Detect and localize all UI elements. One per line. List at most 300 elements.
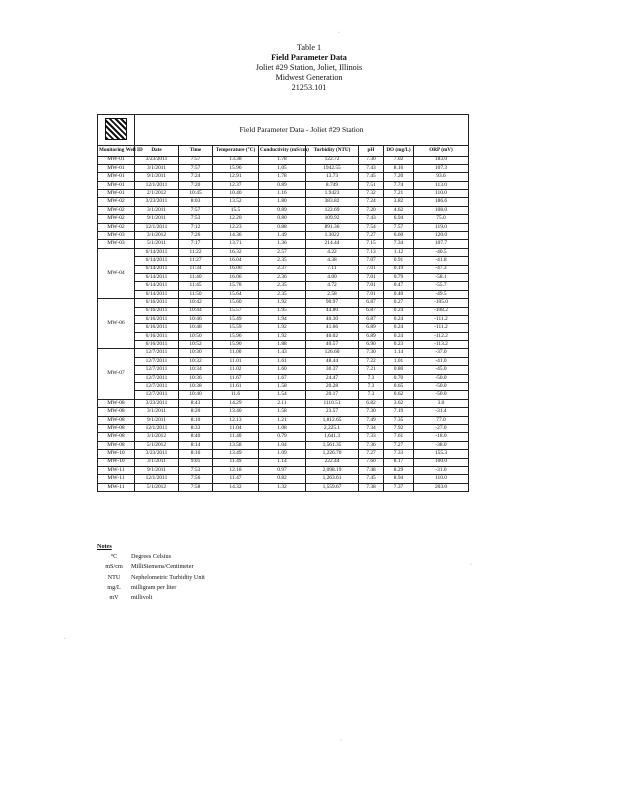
turb-cell: 891.36 (306, 223, 359, 231)
date-cell: 12/7/2011 (135, 391, 179, 399)
date-cell: 12/7/2011 (135, 374, 179, 382)
well-id-cell: MW-01 (98, 156, 135, 164)
table-row (98, 282, 469, 290)
turb-cell: 30.37 (306, 366, 359, 374)
column-header: Date (135, 146, 179, 157)
date-cell: 3/23/2011 (135, 450, 179, 458)
ph-cell: 7.60 (359, 458, 384, 466)
orp-cell: 107.3 (414, 164, 469, 172)
orp-cell: 119.0 (414, 223, 469, 231)
ph-cell: 7.01 (359, 290, 384, 298)
well-id-cell: MW-11 (98, 466, 135, 474)
date-cell: 3/23/2011 (135, 399, 179, 407)
table-row (98, 265, 469, 273)
table-row (98, 206, 469, 214)
column-header-row (98, 146, 469, 157)
turb-cell: 1,641.3 (306, 433, 359, 441)
orp-cell: -31.0 (414, 466, 469, 474)
date-cell: 9/1/2011 (135, 173, 179, 181)
date-cell: 6/14/2011 (135, 248, 179, 256)
well-id-cell: MW-08 (98, 408, 135, 416)
do-cell: 0.62 (384, 391, 414, 399)
cond-cell: 1.94 (259, 315, 306, 323)
turb-cell: 1,559.67 (306, 483, 359, 491)
table-body (98, 156, 469, 492)
turb-cell: 1.9423 (306, 190, 359, 198)
orp-cell: 3.0 (414, 399, 469, 407)
cond-cell: 1.04 (259, 441, 306, 449)
time-cell: 10:30 (179, 349, 213, 357)
turb-cell: 122.69 (306, 206, 359, 214)
ph-cell: 7.45 (359, 475, 384, 483)
turb-cell: 48.44 (306, 357, 359, 365)
date-cell: 9/1/2011 (135, 416, 179, 424)
temp-cell: 13.40 (213, 408, 259, 416)
time-cell: 7:57 (179, 156, 213, 164)
table-row (98, 466, 469, 474)
do-cell: 1.12 (384, 248, 414, 256)
well-id-cell: MW-11 (98, 483, 135, 491)
table-banner: Field Parameter Data - Joliet #29 Station (135, 115, 469, 146)
column-header: Time (179, 146, 213, 157)
notes-list (97, 552, 205, 603)
turb-cell: 40.30 (306, 315, 359, 323)
ph-cell: 7.32 (359, 190, 384, 198)
time-cell: 8:03 (179, 198, 213, 206)
notes-heading: Notes (97, 543, 112, 550)
temp-cell: 11.67 (213, 374, 259, 382)
table-row (98, 399, 469, 407)
orp-cell: 155.3 (414, 450, 469, 458)
orp-cell: 183.0 (414, 156, 469, 164)
cond-cell: 2.35 (259, 282, 306, 290)
note-item (97, 583, 205, 593)
well-id-cell: MW-08 (98, 399, 135, 407)
date-cell: 6/16/2011 (135, 315, 179, 323)
cond-cell: 1.36 (259, 240, 306, 248)
column-header: Monitoring Well ID (98, 146, 135, 157)
table-row (98, 374, 469, 382)
well-id-cell: MW-01 (98, 190, 135, 198)
time-cell: 7:20 (179, 181, 213, 189)
time-cell: 10:46 (179, 315, 213, 323)
date-cell: 6/16/2011 (135, 341, 179, 349)
time-cell: 7:53 (179, 215, 213, 223)
scan-speck-icon: · (470, 562, 472, 568)
table-row (98, 441, 469, 449)
table-row (98, 232, 469, 240)
column-header: Turbidity (NTU) (306, 146, 359, 157)
orp-cell: 113.0 (414, 181, 469, 189)
well-id-cell: MW-11 (98, 475, 135, 483)
turb-cell: 20.28 (306, 383, 359, 391)
do-cell: 0.24 (384, 332, 414, 340)
date-cell: 6/14/2011 (135, 273, 179, 281)
temp-cell: 15.64 (213, 290, 259, 298)
table-row (98, 341, 469, 349)
table-row (98, 257, 469, 265)
temp-cell: 12.37 (213, 181, 259, 189)
table-row (98, 425, 469, 433)
temp-cell: 16.06 (213, 273, 259, 281)
table-row (98, 450, 469, 458)
ph-cell: 7.27 (359, 450, 384, 458)
well-id-cell: MW-10 (98, 458, 135, 466)
date-cell: 12/1/2011 (135, 181, 179, 189)
ph-cell: 6.87 (359, 307, 384, 315)
time-cell: 7:58 (179, 483, 213, 491)
turb-cell: 1,561.35 (306, 441, 359, 449)
well-id-cell: MW-03 (98, 240, 135, 248)
scan-speck-icon: · (338, 30, 340, 36)
date-cell: 6/14/2011 (135, 290, 179, 298)
time-cell: 8:16 (179, 450, 213, 458)
field-parameter-table (97, 114, 469, 492)
date-cell: 3/23/2011 (135, 198, 179, 206)
ph-cell: 7.51 (359, 181, 384, 189)
turb-cell: 4.00 (306, 273, 359, 281)
turb-cell: 126.60 (306, 349, 359, 357)
logo-cell (98, 115, 135, 146)
table-row (98, 332, 469, 340)
temp-cell: 13.71 (213, 240, 259, 248)
temp-cell: 15.5 (213, 206, 259, 214)
turb-cell: 44.80 (306, 307, 359, 315)
date-cell: 6/14/2011 (135, 257, 179, 265)
orp-cell: -50.0 (414, 383, 469, 391)
cond-cell: 1.78 (259, 156, 306, 164)
orp-cell: -108.2 (414, 307, 469, 315)
cond-cell: 1.92 (259, 324, 306, 332)
do-cell: 7.92 (384, 425, 414, 433)
temp-cell: 13.49 (213, 450, 259, 458)
do-cell: 7.33 (384, 450, 414, 458)
do-cell: 3.62 (384, 399, 414, 407)
temp-cell: 12.20 (213, 215, 259, 223)
ph-cell: 6.87 (359, 315, 384, 323)
date-cell: 2/1/2012 (135, 190, 179, 198)
column-header: Conductivity (mS/cm) (259, 146, 306, 157)
well-id-cell: MW-08 (98, 425, 135, 433)
date-cell: 6/16/2011 (135, 299, 179, 307)
time-cell: 8:10 (179, 416, 213, 424)
note-desc: milligram per liter (131, 583, 177, 591)
table-row (98, 383, 469, 391)
ph-cell: 6.82 (359, 399, 384, 407)
date-cell: 6/14/2011 (135, 282, 179, 290)
orp-cell: 75.0 (414, 215, 469, 223)
orp-cell: -55.7 (414, 282, 469, 290)
orp-cell: 110.0 (414, 190, 469, 198)
turb-cell: 1,812.65 (306, 416, 359, 424)
note-desc: Degrees Celsius (131, 553, 172, 561)
do-cell: 7.21 (384, 190, 414, 198)
date-cell: 12/7/2011 (135, 366, 179, 374)
orp-cell: 108.0 (414, 206, 469, 214)
temp-cell: 12.18 (213, 466, 259, 474)
date-cell: 12/1/2011 (135, 425, 179, 433)
time-cell: 11:27 (179, 257, 213, 265)
date-cell: 12/1/2011 (135, 223, 179, 231)
ph-cell: 7.24 (359, 198, 384, 206)
ph-cell: 7.15 (359, 240, 384, 248)
turb-cell: 90.97 (306, 299, 359, 307)
note-desc: millivolt (131, 594, 153, 602)
do-cell: 4.62 (384, 206, 414, 214)
table-number: Table 1 (296, 43, 322, 52)
cond-cell: 1.58 (259, 408, 306, 416)
ph-cell: 6.90 (359, 341, 384, 349)
temp-cell: 11.02 (213, 366, 259, 374)
cond-cell: 1.05 (259, 164, 306, 172)
turb-cell: 2,225.1 (306, 425, 359, 433)
do-cell: 8.17 (384, 458, 414, 466)
orp-cell: 203.0 (414, 483, 469, 491)
orp-cell: -31.4 (414, 408, 469, 416)
orp-cell: -113.2 (414, 341, 469, 349)
temp-cell: 11.49 (213, 458, 259, 466)
table-row (98, 391, 469, 399)
orp-cell: -50.0 (414, 391, 469, 399)
cond-cell: 0.89 (259, 181, 306, 189)
do-cell: 7.19 (384, 408, 414, 416)
date-cell: 3/1/2011 (135, 408, 179, 416)
do-cell: 0.24 (384, 307, 414, 315)
time-cell: 10:44 (179, 307, 213, 315)
turb-cell: 7.11 (306, 265, 359, 273)
time-cell: 10:48 (179, 324, 213, 332)
table-row (98, 433, 469, 441)
table-row (98, 349, 469, 357)
do-cell: 8.94 (384, 475, 414, 483)
well-id-cell: MW-08 (98, 416, 135, 424)
note-item (97, 573, 205, 583)
do-cell: 6.60 (384, 232, 414, 240)
cond-cell: 1.32 (259, 483, 306, 491)
time-cell: 11:40 (179, 273, 213, 281)
temp-cell: 14.36 (213, 232, 259, 240)
site-name: Joliet #29 Station, Joliet, Illinois (255, 63, 363, 72)
well-id-cell: MW-08 (98, 441, 135, 449)
time-cell: 10:34 (179, 366, 213, 374)
table-row (98, 215, 469, 223)
well-id-cell: MW-02 (98, 215, 135, 223)
note-desc: Nephelometric Turbidity Unit (131, 573, 205, 581)
cond-cell: 0.88 (259, 223, 306, 231)
do-cell: 6.94 (384, 215, 414, 223)
time-cell: 7:57 (179, 164, 213, 172)
turb-cell: 1942.55 (306, 164, 359, 172)
temp-cell: 16.32 (213, 248, 259, 256)
time-cell: 10:32 (179, 357, 213, 365)
do-cell: 0.40 (384, 290, 414, 298)
temp-cell: 11.01 (213, 357, 259, 365)
ph-cell: 7.38 (359, 483, 384, 491)
date-cell: 3/1/2012 (135, 232, 179, 240)
temp-cell: 16.04 (213, 257, 259, 265)
ph-cell: 7.49 (359, 416, 384, 424)
temp-cell: 15.78 (213, 282, 259, 290)
cond-cell: 1.88 (259, 341, 306, 349)
orp-cell: 110.0 (414, 475, 469, 483)
date-cell: 6/16/2011 (135, 307, 179, 315)
cond-cell: 2.35 (259, 257, 306, 265)
do-cell: 7.34 (384, 240, 414, 248)
time-cell: 10:52 (179, 341, 213, 349)
turb-cell: 222.44 (306, 458, 359, 466)
do-cell: 7.57 (384, 223, 414, 231)
table-row (98, 198, 469, 206)
do-cell: 1.14 (384, 349, 414, 357)
ph-cell: 7.34 (359, 425, 384, 433)
temp-cell: 13.58 (213, 441, 259, 449)
well-id-cell: MW-08 (98, 433, 135, 441)
date-cell: 5/1/2012 (135, 441, 179, 449)
temp-cell: 14.29 (213, 399, 259, 407)
cond-cell: 0.79 (259, 433, 306, 441)
table-row (98, 307, 469, 315)
turb-cell: 1.3022 (306, 232, 359, 240)
ph-cell: 7.13 (359, 248, 384, 256)
turb-cell: 40.02 (306, 332, 359, 340)
ph-cell: 7.30 (359, 349, 384, 357)
time-cell: 7:56 (179, 475, 213, 483)
time-cell: 10:36 (179, 374, 213, 382)
do-cell: 0.47 (384, 282, 414, 290)
ph-cell: 7.33 (359, 433, 384, 441)
date-cell: 3/1/2011 (135, 458, 179, 466)
temp-cell: 10.40 (213, 190, 259, 198)
time-cell: 10:50 (179, 332, 213, 340)
temp-cell: 13.52 (213, 198, 259, 206)
date-cell: 6/14/2011 (135, 265, 179, 273)
time-cell: 10:40 (179, 391, 213, 399)
time-cell: 8:14 (179, 441, 213, 449)
turb-cell: 4.22 (306, 248, 359, 256)
client-name: Midwest Generation (275, 73, 343, 82)
do-cell: 0.65 (384, 383, 414, 391)
date-cell: 5/1/2012 (135, 483, 179, 491)
turb-cell: 4.72 (306, 282, 359, 290)
turb-cell: 2.58 (306, 290, 359, 298)
note-abbr: mg/L (107, 583, 121, 591)
date-cell: 6/16/2011 (135, 332, 179, 340)
table-row (98, 164, 469, 172)
date-cell: 5/1/2011 (135, 240, 179, 248)
cond-cell: 1.16 (259, 190, 306, 198)
temp-cell: 11.40 (213, 433, 259, 441)
temp-cell: 13.38 (213, 156, 259, 164)
table-row (98, 240, 469, 248)
table-row (98, 357, 469, 365)
orp-cell: 120.0 (414, 232, 469, 240)
date-cell: 12/7/2011 (135, 357, 179, 365)
temp-cell: 11.61 (213, 383, 259, 391)
ph-cell: 7.20 (359, 206, 384, 214)
well-id-cell: MW-02 (98, 223, 135, 231)
orp-cell: -49.5 (414, 290, 469, 298)
temp-cell: 15.96 (213, 164, 259, 172)
do-cell: 7.61 (384, 433, 414, 441)
orp-cell: -111.2 (414, 324, 469, 332)
cond-cell: 1.78 (259, 173, 306, 181)
cond-cell: 1.61 (259, 357, 306, 365)
notes-section (97, 542, 205, 603)
table-row (98, 181, 469, 189)
cond-cell: 1.08 (259, 425, 306, 433)
temp-cell: 15.49 (213, 315, 259, 323)
temp-cell: 12.23 (213, 223, 259, 231)
orp-cell: -37.0 (414, 349, 469, 357)
orp-cell: -18.0 (414, 433, 469, 441)
note-item (97, 593, 205, 603)
temp-cell: 11.6 (213, 391, 259, 399)
temp-cell: 12.13 (213, 416, 259, 424)
time-cell: 8:40 (179, 433, 213, 441)
table-row (98, 173, 469, 181)
note-abbr: mV (109, 594, 119, 602)
cond-cell: 0.97 (259, 466, 306, 474)
date-cell: 3/1/2011 (135, 164, 179, 172)
ph-cell: 7.01 (359, 273, 384, 281)
do-cell: 0.23 (384, 341, 414, 349)
do-cell: 0.70 (384, 374, 414, 382)
temp-cell: 15.59 (213, 324, 259, 332)
table-row (98, 299, 469, 307)
date-cell: 12/7/2011 (135, 349, 179, 357)
time-cell: 9:01 (179, 458, 213, 466)
ph-cell: 7.48 (359, 466, 384, 474)
date-cell: 6/16/2011 (135, 324, 179, 332)
cond-cell: 2.11 (259, 399, 306, 407)
time-cell: 11:22 (179, 248, 213, 256)
well-id-cell: MW-02 (98, 206, 135, 214)
orp-cell: 77.0 (414, 416, 469, 424)
do-cell: 0.19 (384, 265, 414, 273)
ph-cell: 7.01 (359, 282, 384, 290)
time-cell: 11:34 (179, 265, 213, 273)
doc-title: Field Parameter Data (271, 53, 347, 62)
note-abbr: °C (110, 553, 118, 561)
turb-cell: 109.92 (306, 215, 359, 223)
ph-cell: 7.3 (359, 383, 384, 391)
column-header: Temperature (°C) (213, 146, 259, 157)
well-id-cell: MW-07 (98, 349, 135, 399)
time-cell: 8:20 (179, 408, 213, 416)
ph-cell: 7.3 (359, 391, 384, 399)
cond-cell: 1.09 (259, 450, 306, 458)
turb-cell: 4.38 (306, 257, 359, 265)
time-cell: 11:50 (179, 290, 213, 298)
do-cell: 7.20 (384, 173, 414, 181)
temp-cell: 15.90 (213, 341, 259, 349)
well-id-cell: MW-01 (98, 181, 135, 189)
cond-cell: 0.80 (259, 215, 306, 223)
note-item (97, 552, 205, 562)
temp-cell: 15.57 (213, 307, 259, 315)
ph-cell: 7.01 (359, 265, 384, 273)
do-cell: 0.79 (384, 273, 414, 281)
turb-cell: 122.72 (306, 156, 359, 164)
note-item (97, 562, 205, 572)
temp-cell: 11.00 (213, 349, 259, 357)
orp-cell: -38.0 (414, 441, 469, 449)
turb-cell: 40.57 (306, 341, 359, 349)
ph-cell: 7.43 (359, 215, 384, 223)
cond-cell: 1.49 (259, 232, 306, 240)
date-cell: 12/1/2011 (135, 475, 179, 483)
temp-cell: 14.32 (213, 483, 259, 491)
